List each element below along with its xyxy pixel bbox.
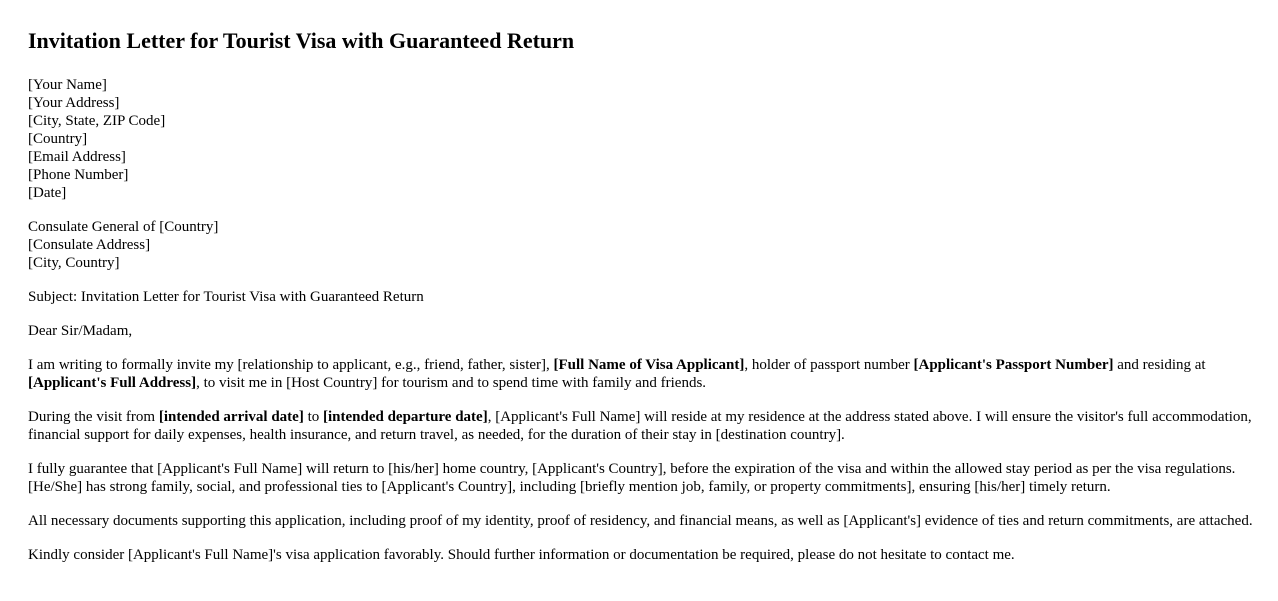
sender-country: [Country] xyxy=(28,131,88,147)
paragraph-text: I am writing to formally invite my [relationship to applicant, e.g., friend, father, sister], xyxy=(28,357,554,373)
letter-page xyxy=(28,28,1256,580)
sender-address: [Your Address] xyxy=(28,95,120,111)
paragraph-text: , to visit me in [Host Country] for tourism and to spend time with family and friends. xyxy=(196,375,707,391)
letter-title: Invitation Letter for Tourist Visa with Guaranteed Return xyxy=(28,28,575,53)
sender-date: [Date] xyxy=(28,185,67,201)
paragraph-visit-details xyxy=(28,408,1256,444)
sender-name: [Your Name] xyxy=(28,77,107,93)
recipient-line-1: Consulate General of [Country] xyxy=(28,219,219,235)
paragraph-documents: All necessary documents supporting this application, including proof of my identity, proof of residency, and financial means, as well as [Applicant's] evidence of ties and return commitments, are attached. xyxy=(28,513,1253,529)
sender-city: [City, State, ZIP Code] xyxy=(28,113,166,129)
recipient-block xyxy=(28,218,1256,272)
paragraph-closing-request: Kindly consider [Applicant's Full Name]'s visa application favorably. Should further information or documentation be required, please do not hesitate to contact me. xyxy=(28,547,1015,563)
subject-line: Subject: Invitation Letter for Tourist Visa with Guaranteed Return xyxy=(28,289,424,305)
paragraph-guarantee: I fully guarantee that [Applicant's Full Name] will return to [his/her] home country, [Applicant's Country], before the expiration of the visa and within the allowed stay period as per the visa regulations. [He/She] has strong family, social, and professional ties to [Applicant's Country], including [briefly mention job, family, or property commitments], ensuring [his/her] timely return. xyxy=(28,461,1236,495)
passport-number-field: [Applicant's Passport Number] xyxy=(913,357,1114,373)
paragraph-text: , holder of passport number xyxy=(744,357,914,373)
sender-block xyxy=(28,76,1256,202)
paragraph-text: During the visit from xyxy=(28,409,159,425)
recipient-line-2: [Consulate Address] xyxy=(28,237,151,253)
salutation: Dear Sir/Madam, xyxy=(28,323,133,339)
applicant-name-field: [Full Name of Visa Applicant] xyxy=(553,357,745,373)
paragraph-invitation xyxy=(28,356,1256,392)
sender-email: [Email Address] xyxy=(28,149,126,165)
paragraph-text: , [Applicant's Full Name] will reside at my residence at the address stated above. I will ensure the visitor's full accommodation, financial support for daily expenses, health insurance, and return travel, as needed, for the duration of their stay in [destination country]. xyxy=(28,409,1252,443)
arrival-date-field: [intended arrival date] xyxy=(158,409,304,425)
recipient-line-3: [City, Country] xyxy=(28,255,120,271)
paragraph-text: and residing at xyxy=(1113,357,1206,373)
paragraph-text: to xyxy=(303,409,323,425)
applicant-address-field: [Applicant's Full Address] xyxy=(28,375,197,391)
departure-date-field: [intended departure date] xyxy=(322,409,488,425)
sender-phone: [Phone Number] xyxy=(28,167,129,183)
